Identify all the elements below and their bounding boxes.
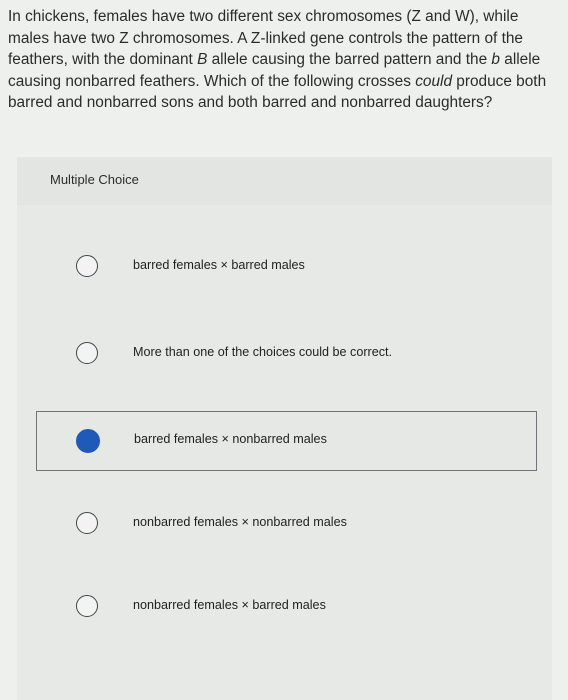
option-label: barred females × nonbarred males: [134, 432, 327, 446]
question-part-1: In chickens, females have two different sex chromosomes (Z and W), while males have two Z chromosomes. A Z-linked gene controls the pattern of the feathers, with the dominant: [8, 8, 523, 68]
option-3-selected[interactable]: [36, 411, 537, 471]
radio-button[interactable]: [76, 595, 98, 617]
option-label: nonbarred females × barred males: [133, 598, 326, 612]
option-label: nonbarred females × nonbarred males: [133, 515, 347, 529]
option-4[interactable]: [36, 493, 537, 553]
option-label: barred females × barred males: [133, 258, 305, 272]
question-emphasis: could: [415, 72, 453, 90]
allele-dominant: B: [197, 51, 208, 68]
section-label: Multiple Choice: [50, 172, 139, 187]
option-2[interactable]: [36, 323, 537, 383]
option-5[interactable]: [36, 576, 537, 636]
question-part-3: allele causing nonbarred feathers. Which of the following crosses: [8, 51, 541, 90]
question-part-2: allele causing the barred pattern and the: [207, 51, 492, 68]
answer-card: [17, 157, 552, 700]
radio-button[interactable]: [76, 342, 98, 364]
radio-button-selected[interactable]: [76, 429, 100, 453]
card-header: [17, 157, 552, 205]
radio-button[interactable]: [76, 255, 98, 277]
allele-recessive: b: [491, 51, 500, 68]
question-text: [8, 6, 560, 114]
option-1[interactable]: [36, 236, 537, 296]
radio-button[interactable]: [76, 512, 98, 534]
option-label: More than one of the choices could be correct.: [133, 345, 393, 359]
question-part-4: produce both barred and nonbarred sons and both barred and nonbarred daughters?: [8, 72, 547, 111]
